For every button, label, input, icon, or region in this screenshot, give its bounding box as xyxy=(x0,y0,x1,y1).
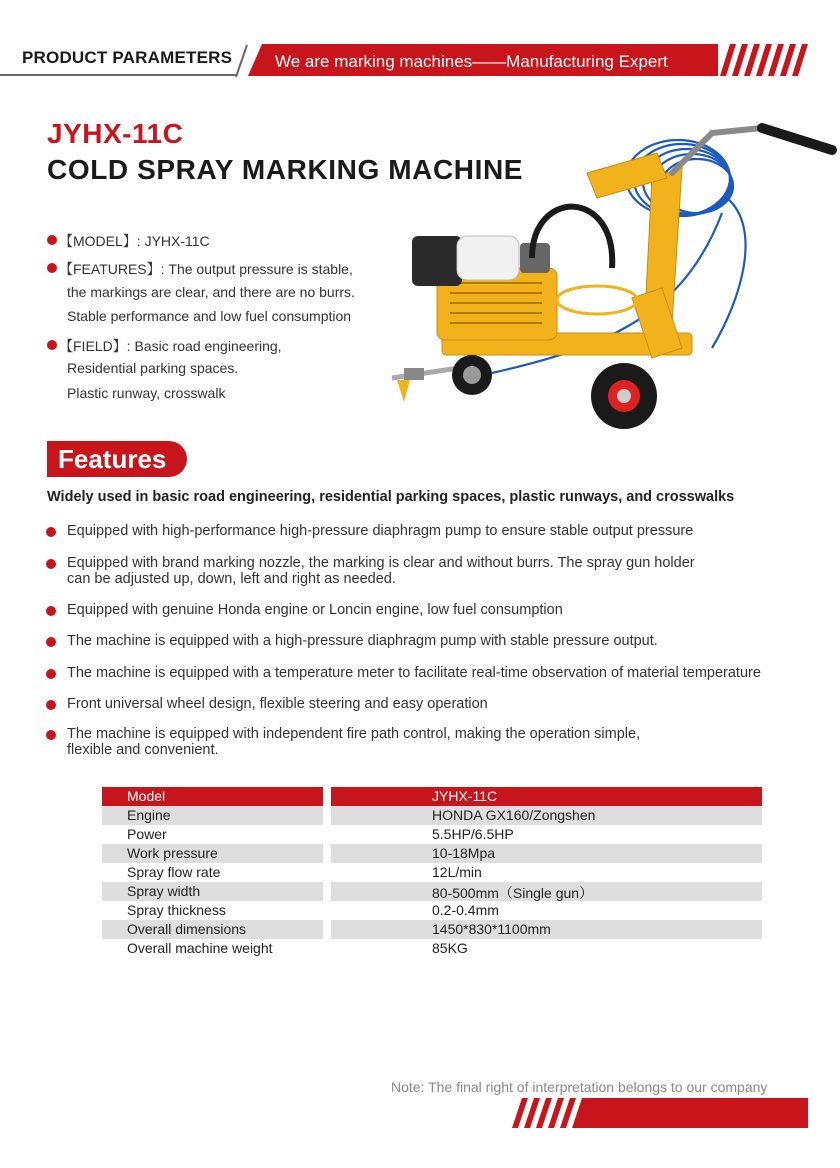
spec-value-cell xyxy=(331,863,762,882)
spec-value-cell xyxy=(331,882,762,901)
spec-label-cell xyxy=(102,882,323,901)
spec-row xyxy=(102,939,762,958)
header-stripes-decoration xyxy=(720,44,810,76)
spec-value-cell xyxy=(331,920,762,939)
product-name: COLD SPRAY MARKING MACHINE xyxy=(47,154,524,185)
info-features-1: 【FEATURES】: The output pressure is stable, xyxy=(59,261,353,277)
spec-row xyxy=(102,825,762,844)
spec-label: Spray flow rate xyxy=(127,864,221,880)
spec-label-cell xyxy=(102,806,323,825)
section-title-underline xyxy=(0,74,236,76)
feature-text: The machine is equipped with a high-pressure diaphragm pump with stable pressure output. xyxy=(67,633,658,649)
spec-row xyxy=(102,901,762,920)
spec-value: 10-18Mpa xyxy=(432,845,496,861)
spec-label-cell xyxy=(102,863,323,882)
feature-text: Equipped with brand marking nozzle, the marking is clear and without burrs. The spray gun holder xyxy=(67,555,695,571)
spec-label: Power xyxy=(127,826,167,842)
spec-value-cell xyxy=(331,825,762,844)
spec-label-cell xyxy=(102,939,323,958)
features-heading: Features xyxy=(58,444,167,474)
spec-label-cell xyxy=(102,787,323,806)
spec-label-cell xyxy=(102,920,323,939)
feature-text: Equipped with genuine Honda engine or Loncin engine, low fuel consumption xyxy=(67,602,563,618)
info-model: 【MODEL】: JYHX-11C xyxy=(59,233,210,249)
spec-label: Overall dimensions xyxy=(127,921,247,937)
spec-row xyxy=(102,863,762,882)
feature-text-continued: flexible and convenient. xyxy=(67,742,219,758)
spec-row xyxy=(102,844,762,863)
bullet-dot xyxy=(47,263,57,273)
spec-value-cell xyxy=(331,901,762,920)
info-features-2: the markings are clear, and there are no burrs. xyxy=(67,284,355,300)
spec-row xyxy=(102,920,762,939)
spec-value: 80-500mm（Single gun） xyxy=(432,885,594,901)
footer-stripes-bar xyxy=(512,1098,808,1128)
feature-text: The machine is equipped with a temperature meter to facilitate real-time observation of material temperature xyxy=(67,665,761,681)
spec-label: Spray thickness xyxy=(127,902,226,918)
product-model-code: JYHX-11C xyxy=(47,118,184,149)
bullet-dot xyxy=(46,637,56,647)
spec-label: Spray width xyxy=(127,883,201,899)
header-slash-divider xyxy=(234,44,250,78)
spec-value-cell xyxy=(331,844,762,863)
spec-value: 85KG xyxy=(432,940,468,956)
section-title: PRODUCT PARAMETERS xyxy=(22,48,233,67)
spec-label: Work pressure xyxy=(127,845,218,861)
feature-text: Equipped with high-performance high-pressure diaphragm pump to ensure stable output pressure xyxy=(67,523,694,539)
spec-label-cell xyxy=(102,844,323,863)
info-field-3: Plastic runway, crosswalk xyxy=(67,385,226,401)
spec-label-cell xyxy=(102,901,323,920)
feature-text: The machine is equipped with independent fire path control, making the operation simple, xyxy=(67,726,641,742)
spec-value-cell xyxy=(331,806,762,825)
spec-label: Overall machine weight xyxy=(127,940,273,956)
slogan-text: We are marking machines——Manufacturing Expert xyxy=(275,52,668,71)
bullet-dot xyxy=(46,606,56,616)
feature-text-continued: can be adjusted up, down, left and right as needed. xyxy=(67,571,396,587)
spec-value: HONDA GX160/Zongshen xyxy=(432,807,596,823)
bullet-dot xyxy=(46,730,56,740)
spec-value: 5.5HP/6.5HP xyxy=(432,826,514,842)
bullet-dot xyxy=(47,235,57,245)
spec-value: 12L/min xyxy=(432,864,482,880)
feature-text: Front universal wheel design, flexible steering and easy operation xyxy=(67,696,488,712)
spec-value-cell xyxy=(331,787,762,806)
spec-label: Engine xyxy=(127,807,171,823)
bullet-dot xyxy=(46,669,56,679)
spec-row-header xyxy=(102,787,762,806)
bullet-dot xyxy=(47,340,57,350)
spec-row xyxy=(102,882,762,901)
spec-value: 1450*830*1100mm xyxy=(432,921,551,937)
spec-value: 0.2-0.4mm xyxy=(432,902,499,918)
footer-note: Note: The final right of interpretation belongs to our company xyxy=(391,1079,768,1095)
info-field-1: 【FIELD】: Basic road engineering, xyxy=(59,338,282,354)
spec-row xyxy=(102,806,762,825)
spec-value-cell xyxy=(331,939,762,958)
spec-label: Model xyxy=(127,788,166,804)
spec-label-cell xyxy=(102,825,323,844)
features-lead: Widely used in basic road engineering, residential parking spaces, plastic runways, and crosswalks xyxy=(47,489,735,505)
bullet-dot xyxy=(46,559,56,569)
marking-machine-image xyxy=(382,118,837,436)
spec-value: JYHX-11C xyxy=(432,788,498,804)
info-features-3: Stable performance and low fuel consumption xyxy=(67,308,352,324)
bullet-dot xyxy=(46,700,56,710)
bullet-dot xyxy=(46,527,56,537)
info-field-2: Residential parking spaces. xyxy=(67,360,239,376)
